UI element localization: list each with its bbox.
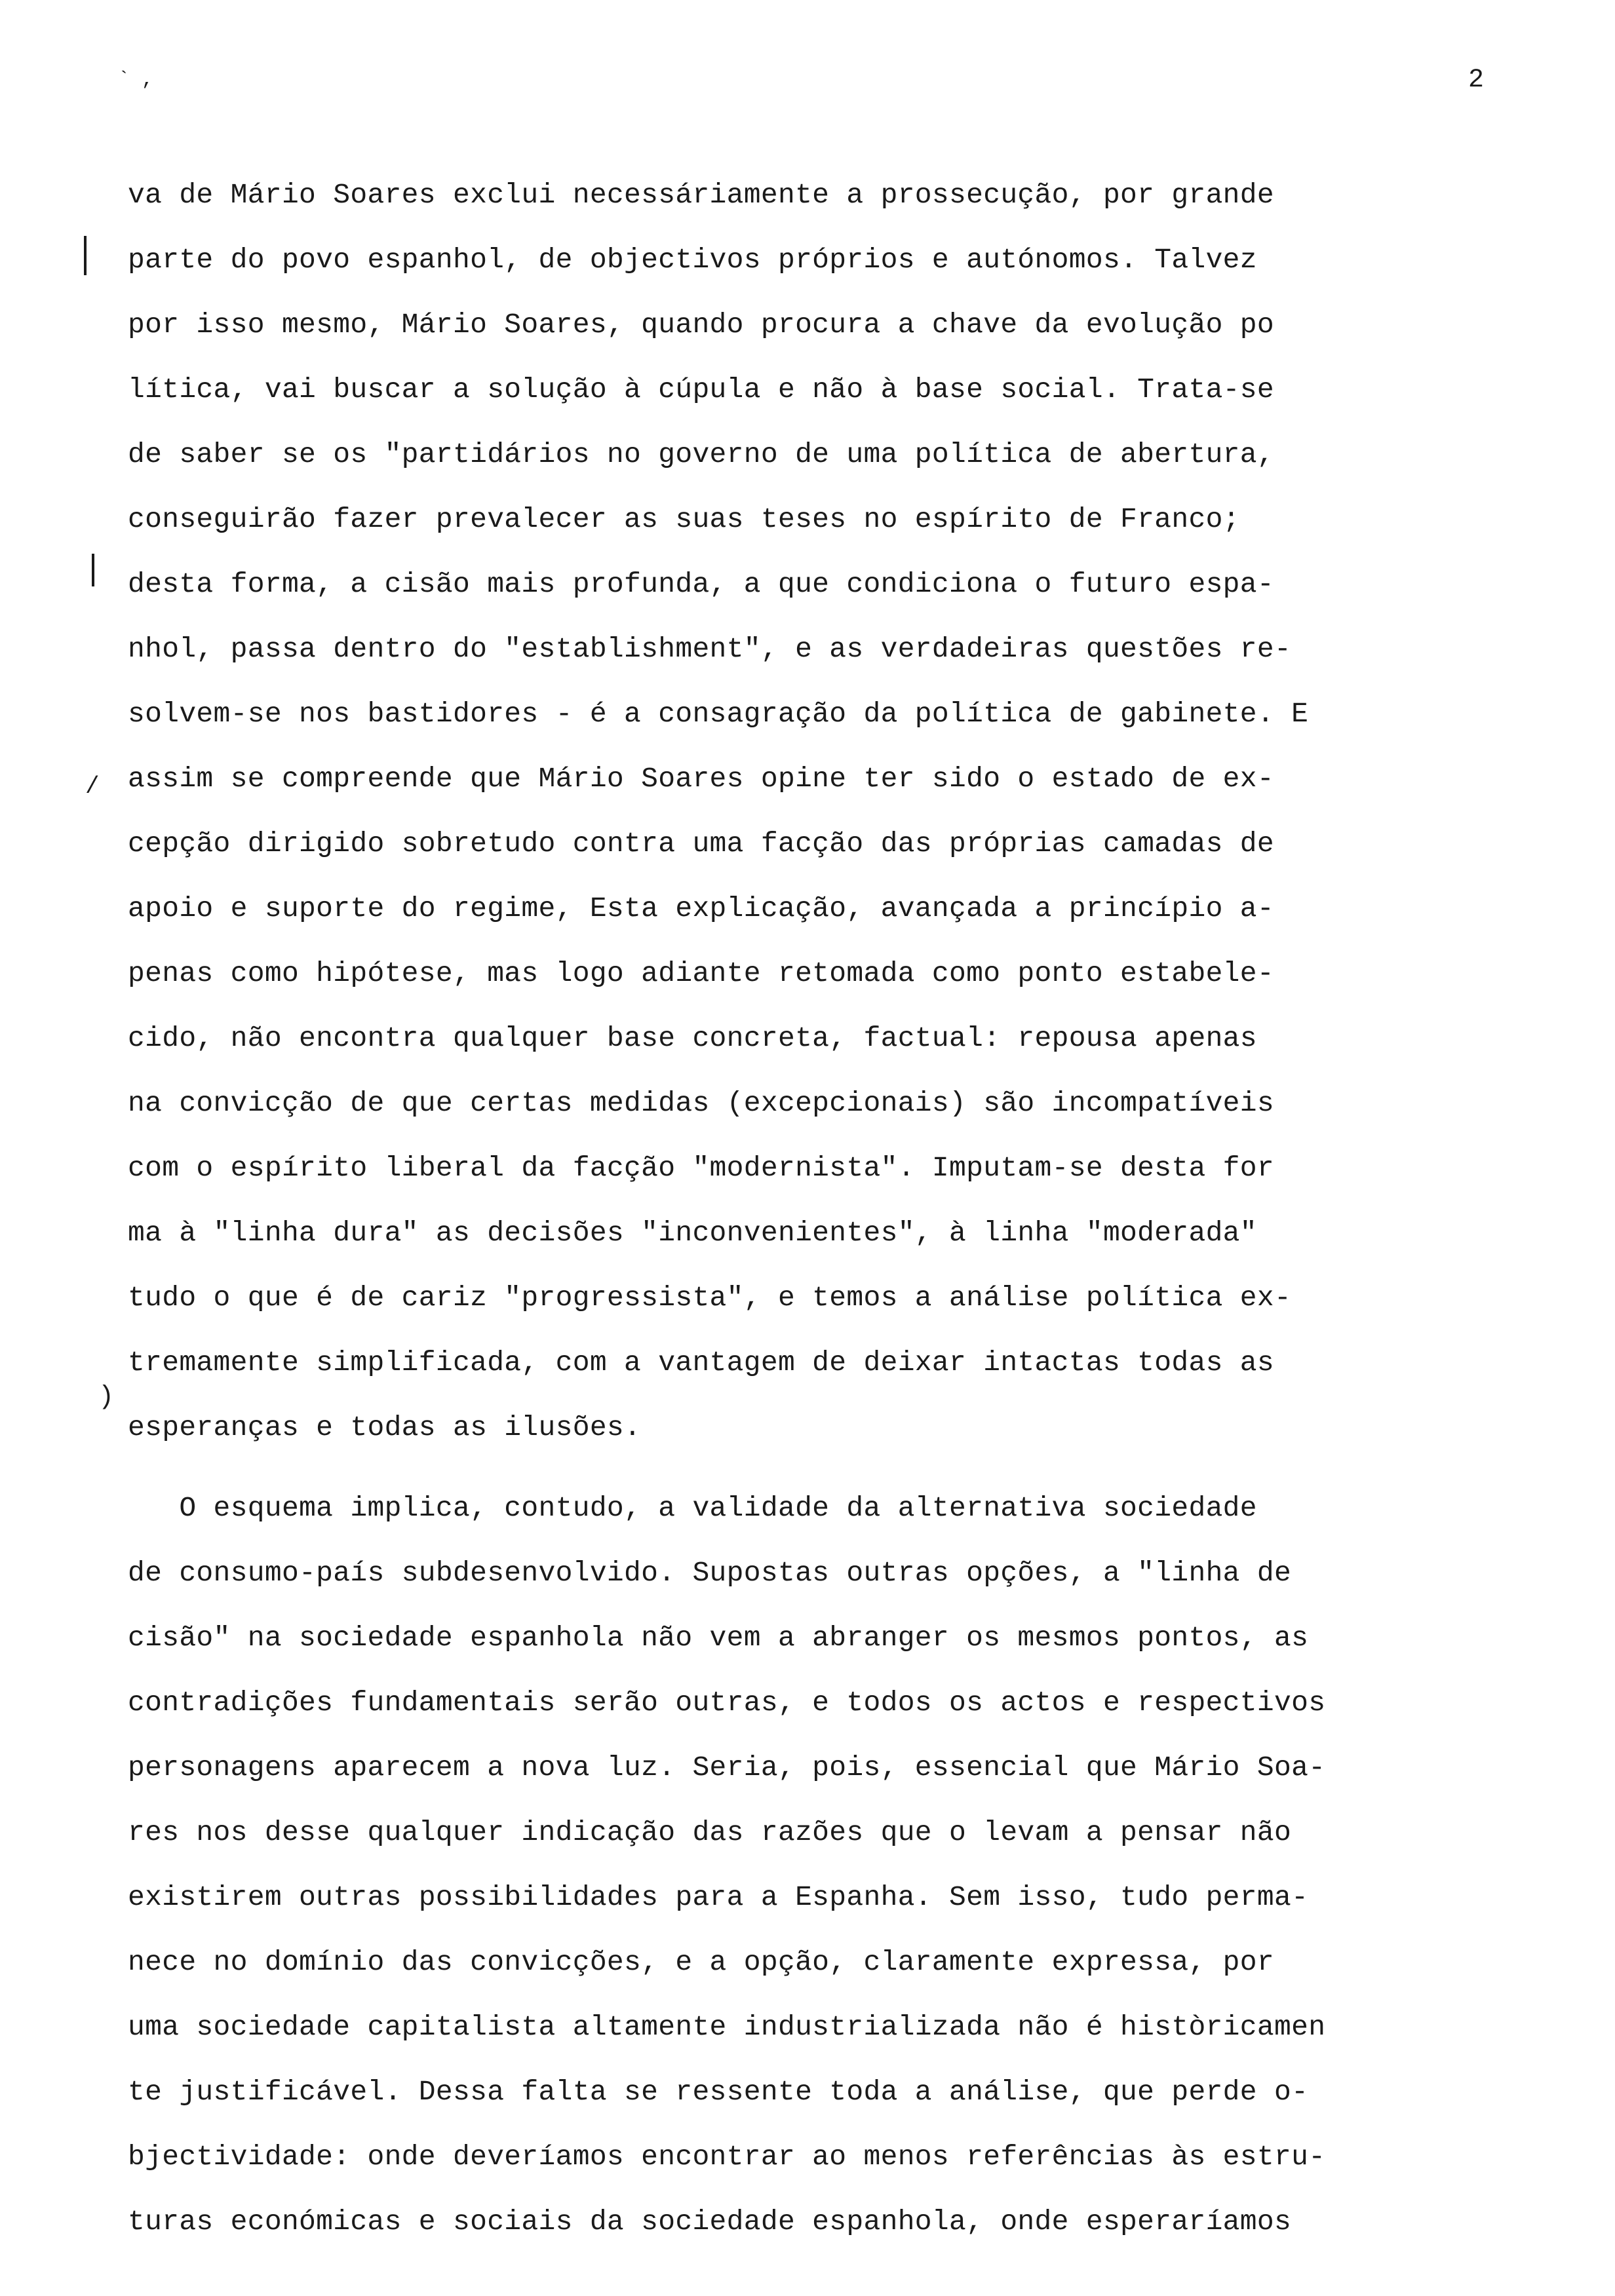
text-line: com o espírito liberal da facção "modernista". Imputam-se desta for — [128, 1152, 1274, 1184]
text-line: bjectividade: onde deveríamos encontrar ao menos referências às estru- — [128, 2141, 1326, 2173]
text-line: penas como hipótese, mas logo adiante retomada como ponto estabele- — [128, 957, 1274, 989]
text-line: parte do povo espanhol, de objectivos próprios e autónomos. Talvez — [128, 244, 1257, 276]
paragraph-2 — [128, 1476, 1491, 2254]
text-line: uma sociedade capitalista altamente industrializada não é històricamen — [128, 2011, 1326, 2043]
margin-tick-mark: / — [85, 773, 100, 800]
text-line: O esquema implica, contudo, a validade da alternativa sociedade — [128, 1492, 1257, 1524]
text-line: lítica, vai buscar a solução à cúpula e não à base social. Trata-se — [128, 373, 1274, 406]
margin-line-mark — [84, 236, 87, 275]
text-line: cisão" na sociedade espanhola não vem a abranger os mesmos pontos, as — [128, 1622, 1309, 1654]
paragraph-gap — [128, 1460, 1491, 1476]
document-body — [128, 163, 1491, 2254]
text-line: res nos desse qualquer indicação das razões que o levam a pensar não — [128, 1816, 1292, 1848]
text-line: de consumo-país subdesenvolvido. Supostas outras opções, a "linha de — [128, 1557, 1292, 1589]
text-line: contradições fundamentais serão outras, e todos os actos e respectivos — [128, 1687, 1326, 1719]
margin-line-mark — [92, 554, 94, 586]
text-line: assim se compreende que Mário Soares opine ter sido o estado de ex- — [128, 763, 1274, 795]
paragraph-1 — [128, 163, 1491, 1460]
text-line: cido, não encontra qualquer base concreta, factual: repousa apenas — [128, 1022, 1257, 1054]
text-line: va de Mário Soares exclui necessáriamente a prossecução, por grande — [128, 179, 1274, 211]
margin-paren-mark: ) — [98, 1383, 115, 1412]
text-line: personagens aparecem a nova luz. Seria, pois, essencial que Mário Soa- — [128, 1751, 1326, 1784]
text-line: apoio e suporte do regime, Esta explicação, avançada a princípio a- — [128, 892, 1274, 925]
text-line: existirem outras possibilidades para a Espanha. Sem isso, tudo perma- — [128, 1881, 1309, 1913]
text-line: esperanças e todas as ilusões. — [128, 1411, 642, 1444]
page-number: 2 — [1468, 66, 1484, 95]
corner-scan-mark: ` , — [118, 69, 154, 91]
text-line: na convicção de que certas medidas (excepcionais) são incompatíveis — [128, 1087, 1274, 1119]
text-line: cepção dirigido sobretudo contra uma facção das próprias camadas de — [128, 828, 1274, 860]
text-line: solvem-se nos bastidores - é a consagração da política de gabinete. E — [128, 698, 1309, 730]
text-line: ma à "linha dura" as decisões "inconvenientes", à linha "moderada" — [128, 1217, 1257, 1249]
text-line: de saber se os "partidários no governo de uma política de abertura, — [128, 438, 1274, 470]
text-line: por isso mesmo, Mário Soares, quando procura a chave da evolução po — [128, 309, 1274, 341]
text-line: tremamente simplificada, com a vantagem de deixar intactas todas as — [128, 1347, 1274, 1379]
text-line: tudo o que é de cariz "progressista", e temos a análise política ex- — [128, 1282, 1292, 1314]
text-line: nece no domínio das convicções, e a opção, claramente expressa, por — [128, 1946, 1274, 1978]
text-line: conseguirão fazer prevalecer as suas teses no espírito de Franco; — [128, 503, 1240, 535]
text-line: desta forma, a cisão mais profunda, a que condiciona o futuro espa- — [128, 568, 1274, 600]
text-line: nhol, passa dentro do "establishment", e as verdadeiras questões re- — [128, 633, 1292, 665]
text-line: te justificável. Dessa falta se ressente toda a análise, que perde o- — [128, 2076, 1309, 2108]
text-line: turas económicas e sociais da sociedade espanhola, onde esperaríamos — [128, 2206, 1292, 2238]
